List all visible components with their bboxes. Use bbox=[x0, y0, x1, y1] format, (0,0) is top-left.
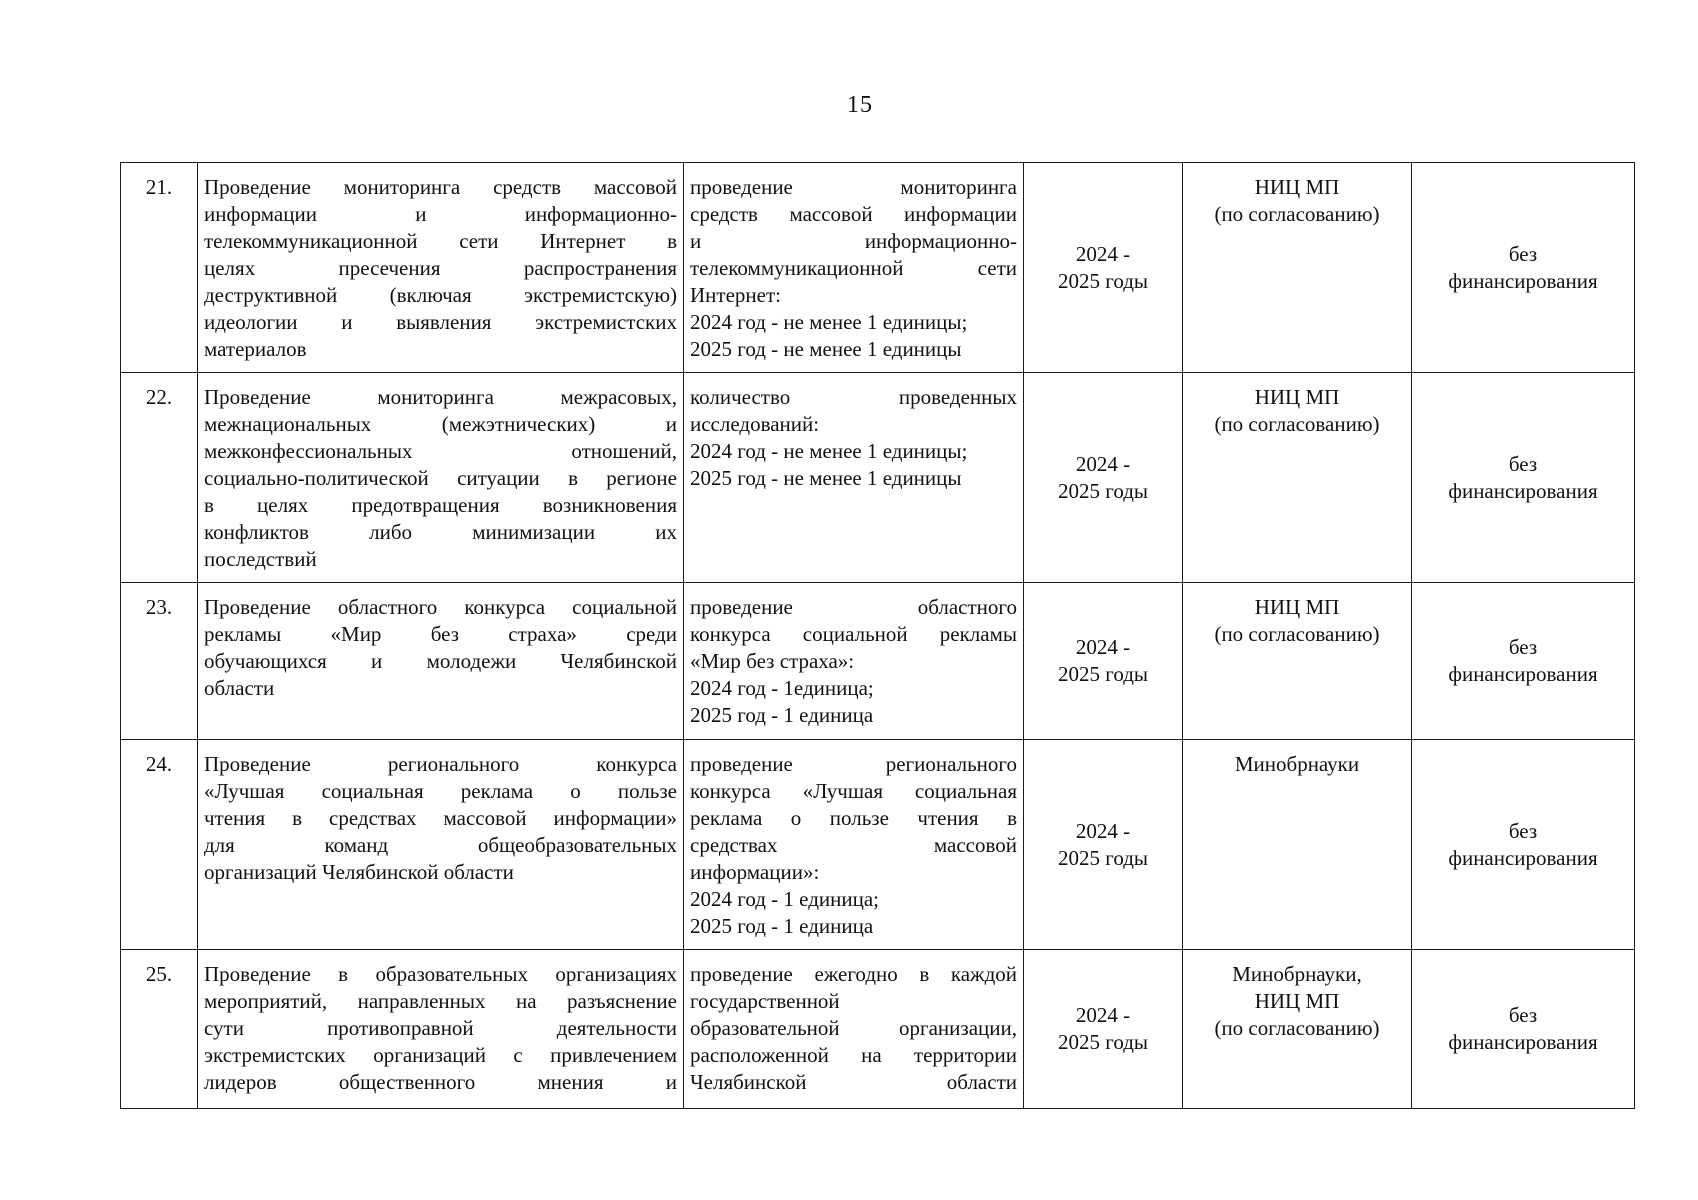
table-row bbox=[121, 950, 1635, 1109]
row-number: 23. bbox=[121, 583, 198, 740]
event-description: Проведение в образовательных организациях мероприятий, направленных на разъяснение сути противоправной деятельности экстремистских организаций с привлечением лидеров общественного мнения и bbox=[198, 950, 684, 1109]
result-indicator: проведение регионального конкурса «Лучшая социальная реклама о пользе чтения в средствах массовой информации»: 2024 год - 1 единица; 2025 год - 1 единица bbox=[684, 740, 1024, 950]
table-row bbox=[121, 163, 1635, 373]
responsible-executor: НИЦ МП (по согласованию) bbox=[1183, 583, 1412, 740]
row-number: 21. bbox=[121, 163, 198, 373]
table-row bbox=[121, 740, 1635, 950]
event-description: Проведение областного конкурса социальной рекламы «Мир без страха» среди обучающихся и молодежи Челябинской области bbox=[198, 583, 684, 740]
event-description: Проведение мониторинга межрасовых, межнациональных (межэтнических) и межконфессиональных отношений, социально-политической ситуации в регионе в целях предотвращения возникновения конфликтов либо минимизации их последствий bbox=[198, 373, 684, 583]
event-description: Проведение мониторинга средств массовой информации и информационно- телекоммуникационной сети Интернет в целях пресечения распространения деструктивной (включая экстремистскую) идеологии и выявления экстремистских материалов bbox=[198, 163, 684, 373]
row-number: 22. bbox=[121, 373, 198, 583]
event-description: Проведение регионального конкурса «Лучшая социальная реклама о пользе чтения в средствах массовой информации» для команд общеобразовательных организаций Челябинской области bbox=[198, 740, 684, 950]
responsible-executor: Минобрнауки bbox=[1183, 740, 1412, 950]
row-number: 25. bbox=[121, 950, 198, 1109]
responsible-executor: Минобрнауки, НИЦ МП (по согласованию) bbox=[1183, 950, 1412, 1109]
table-row bbox=[121, 373, 1635, 583]
result-indicator: проведение мониторинга средств массовой информации и информационно- телекоммуникационной сети Интернет: 2024 год - не менее 1 единицы; 2025 год - не менее 1 единицы bbox=[684, 163, 1024, 373]
implementation-term: 2024 - 2025 годы bbox=[1024, 583, 1183, 740]
result-indicator: проведение областного конкурса социальной рекламы «Мир без страха»: 2024 год - 1единица; 2025 год - 1 единица bbox=[684, 583, 1024, 740]
responsible-executor: НИЦ МП (по согласованию) bbox=[1183, 163, 1412, 373]
measures-table bbox=[120, 162, 1635, 1109]
implementation-term: 2024 - 2025 годы bbox=[1024, 950, 1183, 1109]
financing-source: без финансирования bbox=[1412, 950, 1635, 1109]
result-indicator: проведение ежегодно в каждой государственной образовательной организации, расположенной на территории Челябинской области bbox=[684, 950, 1024, 1109]
financing-source: без финансирования bbox=[1412, 740, 1635, 950]
implementation-term: 2024 - 2025 годы bbox=[1024, 373, 1183, 583]
financing-source: без финансирования bbox=[1412, 373, 1635, 583]
table-row bbox=[121, 583, 1635, 740]
financing-source: без финансирования bbox=[1412, 163, 1635, 373]
implementation-term: 2024 - 2025 годы bbox=[1024, 740, 1183, 950]
responsible-executor: НИЦ МП (по согласованию) bbox=[1183, 373, 1412, 583]
result-indicator: количество проведенных исследований: 2024 год - не менее 1 единицы; 2025 год - не менее 1 единицы bbox=[684, 373, 1024, 583]
financing-source: без финансирования bbox=[1412, 583, 1635, 740]
row-number: 24. bbox=[121, 740, 198, 950]
implementation-term: 2024 - 2025 годы bbox=[1024, 163, 1183, 373]
page-number: 15 bbox=[847, 92, 873, 118]
